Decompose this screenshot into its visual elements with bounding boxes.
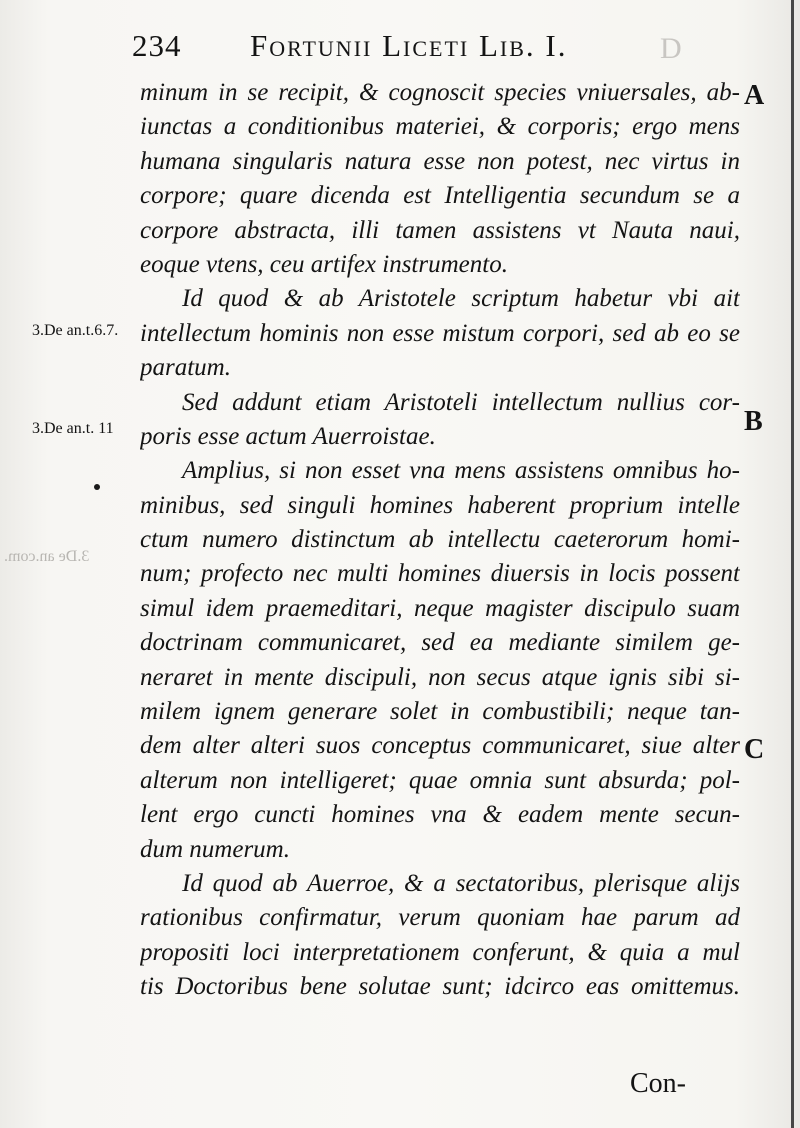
text-line: poris esse actum Auerroistae. xyxy=(140,422,436,450)
section-letter-c: C xyxy=(744,734,765,765)
running-title: Fortunii Liceti Lib. I. xyxy=(250,28,568,63)
text-line: paratum. xyxy=(140,354,231,382)
text-line: tis Doctoribus bene solutae sunt; idcirco eas omittemus. xyxy=(140,973,740,1001)
section-letter-b: B xyxy=(744,406,763,437)
bleed-through-marginal-note: 3.De an.com. xyxy=(4,548,90,565)
text-line: Amplius, si non esset vna mens assistens omnibus ho- xyxy=(182,457,740,485)
page-header xyxy=(132,28,732,68)
body-text xyxy=(140,76,740,1005)
text-line: Id quod ab Auerroe, & a sectatoribus, plerisque alijs xyxy=(182,869,740,897)
text-line: Id quod & ab Aristotele scriptum habetur vbi ait xyxy=(182,285,740,313)
text-line: intellectum hominis non esse mistum corpori, sed ab eo se xyxy=(140,319,740,347)
text-line: minibus, sed singuli homines haberent proprium intelle xyxy=(140,491,740,519)
text-line: rationibus confirmatur, verum quoniam hae parum ad xyxy=(140,904,740,932)
text-line: Sed addunt etiam Aristoteli intellectum nullius cor- xyxy=(182,388,740,416)
marginal-note-1: 3.De an.t.6.7. xyxy=(32,322,119,339)
text-line: minum in se recipit, & cognoscit species vniuersales, ab- xyxy=(140,79,740,106)
text-line: lent ergo cuncti homines vna & eadem mente secun- xyxy=(140,801,740,829)
catchword: Con- xyxy=(630,1068,686,1099)
text-line: neraret in mente discipuli, non secus atque ignis sibi si- xyxy=(140,663,740,691)
text-line: dem alter alteri suos conceptus communicaret, siue alter xyxy=(140,732,740,760)
ink-dot xyxy=(94,484,100,490)
text-line: corpore; quare dicenda est Intelligentia secundum se a xyxy=(140,182,740,210)
page-number: 234 xyxy=(132,28,182,63)
text-line: iunctas a conditionibus materiei, & corporis; ergo mens xyxy=(140,113,740,141)
marginal-note-2: 3.De an.t. 11 xyxy=(32,420,114,437)
bleed-through-header: D xyxy=(660,32,684,65)
text-line: eoque vtens, ceu artifex instrumento. xyxy=(140,250,508,278)
text-line: ctum numero distinctum ab intellectu caeterorum homi- xyxy=(140,526,740,554)
text-line: milem ignem generare solet in combustibili; neque tan- xyxy=(140,698,740,726)
text-line: corpore abstracta, illi tamen assistens vt Nauta naui, xyxy=(140,216,740,244)
text-line: alterum non intelligeret; quae omnia sunt absurda; pol- xyxy=(140,766,740,794)
text-line: num; profecto nec multi homines diuersis in locis possent xyxy=(140,560,740,588)
text-line: simul idem praemeditari, neque magister discipulo suam xyxy=(140,594,740,622)
text-line: doctrinam communicaret, sed ea mediante similem ge- xyxy=(140,629,740,657)
text-line: dum numerum. xyxy=(140,835,290,863)
text-line: humana singularis natura esse non potest, nec virtus in xyxy=(140,147,740,175)
text-line: propositi loci interpretationem conferunt, & quia a mul xyxy=(140,938,740,966)
page-edge-shadow xyxy=(791,0,794,1128)
section-letter-a: A xyxy=(744,80,765,111)
